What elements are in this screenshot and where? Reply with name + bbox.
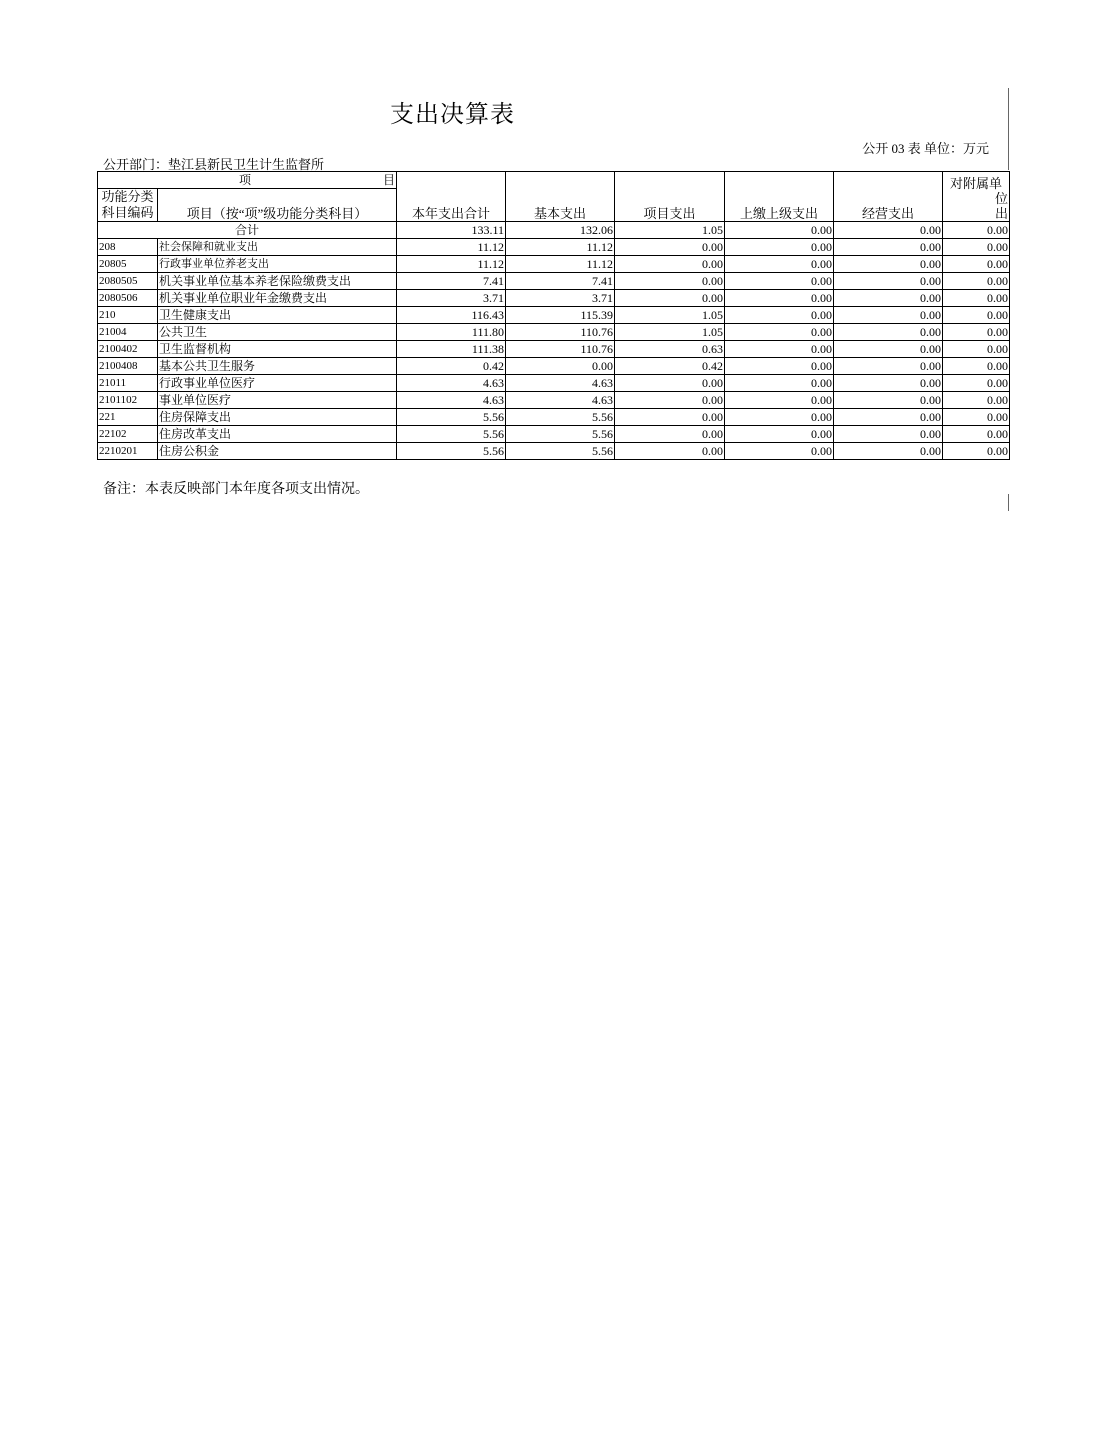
- row-value: 0.00: [615, 392, 725, 409]
- table-row: [98, 290, 1010, 307]
- department-label: 公开部门：垫江县新民卫生计生监督所: [103, 157, 325, 172]
- row-value: 110.76: [506, 324, 615, 341]
- row-value: 0.00: [943, 324, 1010, 341]
- row-value: 5.56: [506, 443, 615, 460]
- row-value: 0.00: [615, 443, 725, 460]
- row-value: 0.00: [834, 375, 943, 392]
- row-value: 11.12: [506, 239, 615, 256]
- row-value: 4.63: [397, 375, 506, 392]
- row-value: 115.39: [506, 307, 615, 324]
- row-value: 0.00: [943, 426, 1010, 443]
- col-header-affiliate-line1: 对附属单: [949, 176, 1002, 191]
- row-value: 111.38: [397, 341, 506, 358]
- col-header-upper: 上缴上级支出: [725, 172, 834, 222]
- col-header-project: 项目支出: [615, 172, 725, 222]
- row-value: 0.00: [834, 307, 943, 324]
- table-row: [98, 426, 1010, 443]
- row-value: 5.56: [397, 409, 506, 426]
- table-row: [98, 409, 1010, 426]
- row-value: 4.63: [506, 392, 615, 409]
- row-value: 0.42: [397, 358, 506, 375]
- row-code: 208: [98, 239, 158, 256]
- row-value: 0.00: [725, 426, 834, 443]
- row-value: 3.71: [506, 290, 615, 307]
- row-code: 2100408: [98, 358, 158, 375]
- row-code: 2210201: [98, 443, 158, 460]
- form-number-unit: 公开 03 表 单位：万元: [862, 141, 989, 156]
- row-name: 机关事业单位基本养老保险缴费支出: [158, 273, 397, 290]
- row-value: 0.00: [943, 256, 1010, 273]
- row-name: 住房保障支出: [158, 409, 397, 426]
- row-value: 1.05: [615, 307, 725, 324]
- row-value: 0.00: [834, 443, 943, 460]
- row-value: 0.00: [725, 256, 834, 273]
- table-row: [98, 358, 1010, 375]
- row-value: 0.00: [725, 273, 834, 290]
- col-header-affiliate-line2: 位: [994, 191, 1008, 206]
- row-code: 210: [98, 307, 158, 324]
- row-value: 11.12: [397, 256, 506, 273]
- row-value: 110.76: [506, 341, 615, 358]
- row-value: 0.00: [725, 307, 834, 324]
- table-row: [98, 324, 1010, 341]
- row-value: 0.00: [725, 375, 834, 392]
- row-value: 7.41: [506, 273, 615, 290]
- row-value: 5.56: [506, 426, 615, 443]
- row-name: 卫生健康支出: [158, 307, 397, 324]
- table-row: [98, 375, 1010, 392]
- row-value: 111.80: [397, 324, 506, 341]
- row-value: 0.00: [834, 324, 943, 341]
- row-code: 221: [98, 409, 158, 426]
- row-value: 0.00: [943, 375, 1010, 392]
- item-header-right: 目: [382, 173, 395, 187]
- row-value: 5.56: [506, 409, 615, 426]
- row-code: 2100402: [98, 341, 158, 358]
- row-code: 21004: [98, 324, 158, 341]
- col-header-affiliate: [943, 172, 1010, 222]
- row-value: 0.00: [834, 392, 943, 409]
- item-header-left: 项: [239, 173, 252, 187]
- col-header-business: 经营支出: [834, 172, 943, 222]
- row-value: 0.00: [943, 392, 1010, 409]
- row-value: 5.56: [397, 443, 506, 460]
- row-value: 0.00: [615, 256, 725, 273]
- row-code: 22102: [98, 426, 158, 443]
- col-header-basic: 基本支出: [506, 172, 615, 222]
- row-name: 行政事业单位养老支出: [158, 256, 397, 273]
- table-row: [98, 256, 1010, 273]
- row-value: 0.00: [615, 273, 725, 290]
- row-code: 2101102: [98, 392, 158, 409]
- row-value: 4.63: [506, 375, 615, 392]
- row-value: 0.00: [615, 239, 725, 256]
- row-code: 2080505: [98, 273, 158, 290]
- expenditure-table: [97, 171, 1010, 460]
- row-name: 行政事业单位医疗: [158, 375, 397, 392]
- row-value: 0.00: [834, 409, 943, 426]
- row-value: 0.00: [834, 239, 943, 256]
- total-value: 0.00: [943, 222, 1010, 239]
- row-value: 0.00: [725, 324, 834, 341]
- row-value: 0.00: [943, 273, 1010, 290]
- total-label: 合计: [98, 222, 397, 239]
- row-value: 0.00: [725, 341, 834, 358]
- row-value: 11.12: [397, 239, 506, 256]
- row-value: 0.00: [615, 409, 725, 426]
- total-row: [98, 222, 1010, 239]
- row-name: 公共卫生: [158, 324, 397, 341]
- row-value: 0.00: [834, 358, 943, 375]
- total-value: 0.00: [725, 222, 834, 239]
- row-value: 0.00: [834, 290, 943, 307]
- row-value: 0.00: [725, 358, 834, 375]
- row-value: 0.00: [725, 290, 834, 307]
- row-value: 0.00: [943, 341, 1010, 358]
- row-value: 0.00: [834, 341, 943, 358]
- row-value: 0.00: [725, 392, 834, 409]
- row-value: 0.00: [943, 358, 1010, 375]
- table-row: [98, 392, 1010, 409]
- table-row: [98, 443, 1010, 460]
- table-row: [98, 307, 1010, 324]
- row-value: 0.00: [834, 256, 943, 273]
- row-name: 住房改革支出: [158, 426, 397, 443]
- table-row: [98, 239, 1010, 256]
- row-value: 0.00: [943, 443, 1010, 460]
- row-value: 0.00: [725, 443, 834, 460]
- total-value: 133.11: [397, 222, 506, 239]
- row-name: 机关事业单位职业年金缴费支出: [158, 290, 397, 307]
- row-value: 0.63: [615, 341, 725, 358]
- row-name: 社会保障和就业支出: [158, 239, 397, 256]
- row-value: 0.00: [834, 426, 943, 443]
- page-title: 支出决算表: [390, 100, 515, 128]
- row-value: 0.00: [615, 290, 725, 307]
- total-value: 1.05: [615, 222, 725, 239]
- row-name: 事业单位医疗: [158, 392, 397, 409]
- col-header-affiliate-line3: 出: [994, 206, 1008, 221]
- table-row: [98, 341, 1010, 358]
- row-value: 0.00: [725, 239, 834, 256]
- row-value: 0.00: [834, 273, 943, 290]
- total-value: 0.00: [834, 222, 943, 239]
- row-value: 0.00: [943, 409, 1010, 426]
- row-value: 0.00: [615, 375, 725, 392]
- row-value: 0.00: [725, 409, 834, 426]
- row-value: 0.00: [506, 358, 615, 375]
- row-value: 0.00: [943, 290, 1010, 307]
- col-header-name: 项目（按“项”级功能分类科目）: [158, 189, 397, 222]
- row-name: 基本公共卫生服务: [158, 358, 397, 375]
- row-value: 11.12: [506, 256, 615, 273]
- row-value: 0.42: [615, 358, 725, 375]
- row-value: 0.00: [943, 307, 1010, 324]
- row-value: 1.05: [615, 324, 725, 341]
- row-value: 7.41: [397, 273, 506, 290]
- col-header-total: 本年支出合计: [397, 172, 506, 222]
- row-name: 卫生监督机构: [158, 341, 397, 358]
- row-value: 116.43: [397, 307, 506, 324]
- page-edge-line-bottom: [1008, 494, 1009, 511]
- table-note: 备注：本表反映部门本年度各项支出情况。: [103, 482, 369, 497]
- total-value: 132.06: [506, 222, 615, 239]
- page-edge-line-top: [1008, 88, 1009, 170]
- row-value: 0.00: [943, 239, 1010, 256]
- row-value: 4.63: [397, 392, 506, 409]
- row-code: 21011: [98, 375, 158, 392]
- row-value: 3.71: [397, 290, 506, 307]
- col-header-code: 功能分类 科目编码: [98, 189, 158, 222]
- row-code: 20805: [98, 256, 158, 273]
- table-row: [98, 273, 1010, 290]
- row-value: 0.00: [615, 426, 725, 443]
- row-value: 5.56: [397, 426, 506, 443]
- item-header-top: [98, 172, 397, 189]
- row-name: 住房公积金: [158, 443, 397, 460]
- row-code: 2080506: [98, 290, 158, 307]
